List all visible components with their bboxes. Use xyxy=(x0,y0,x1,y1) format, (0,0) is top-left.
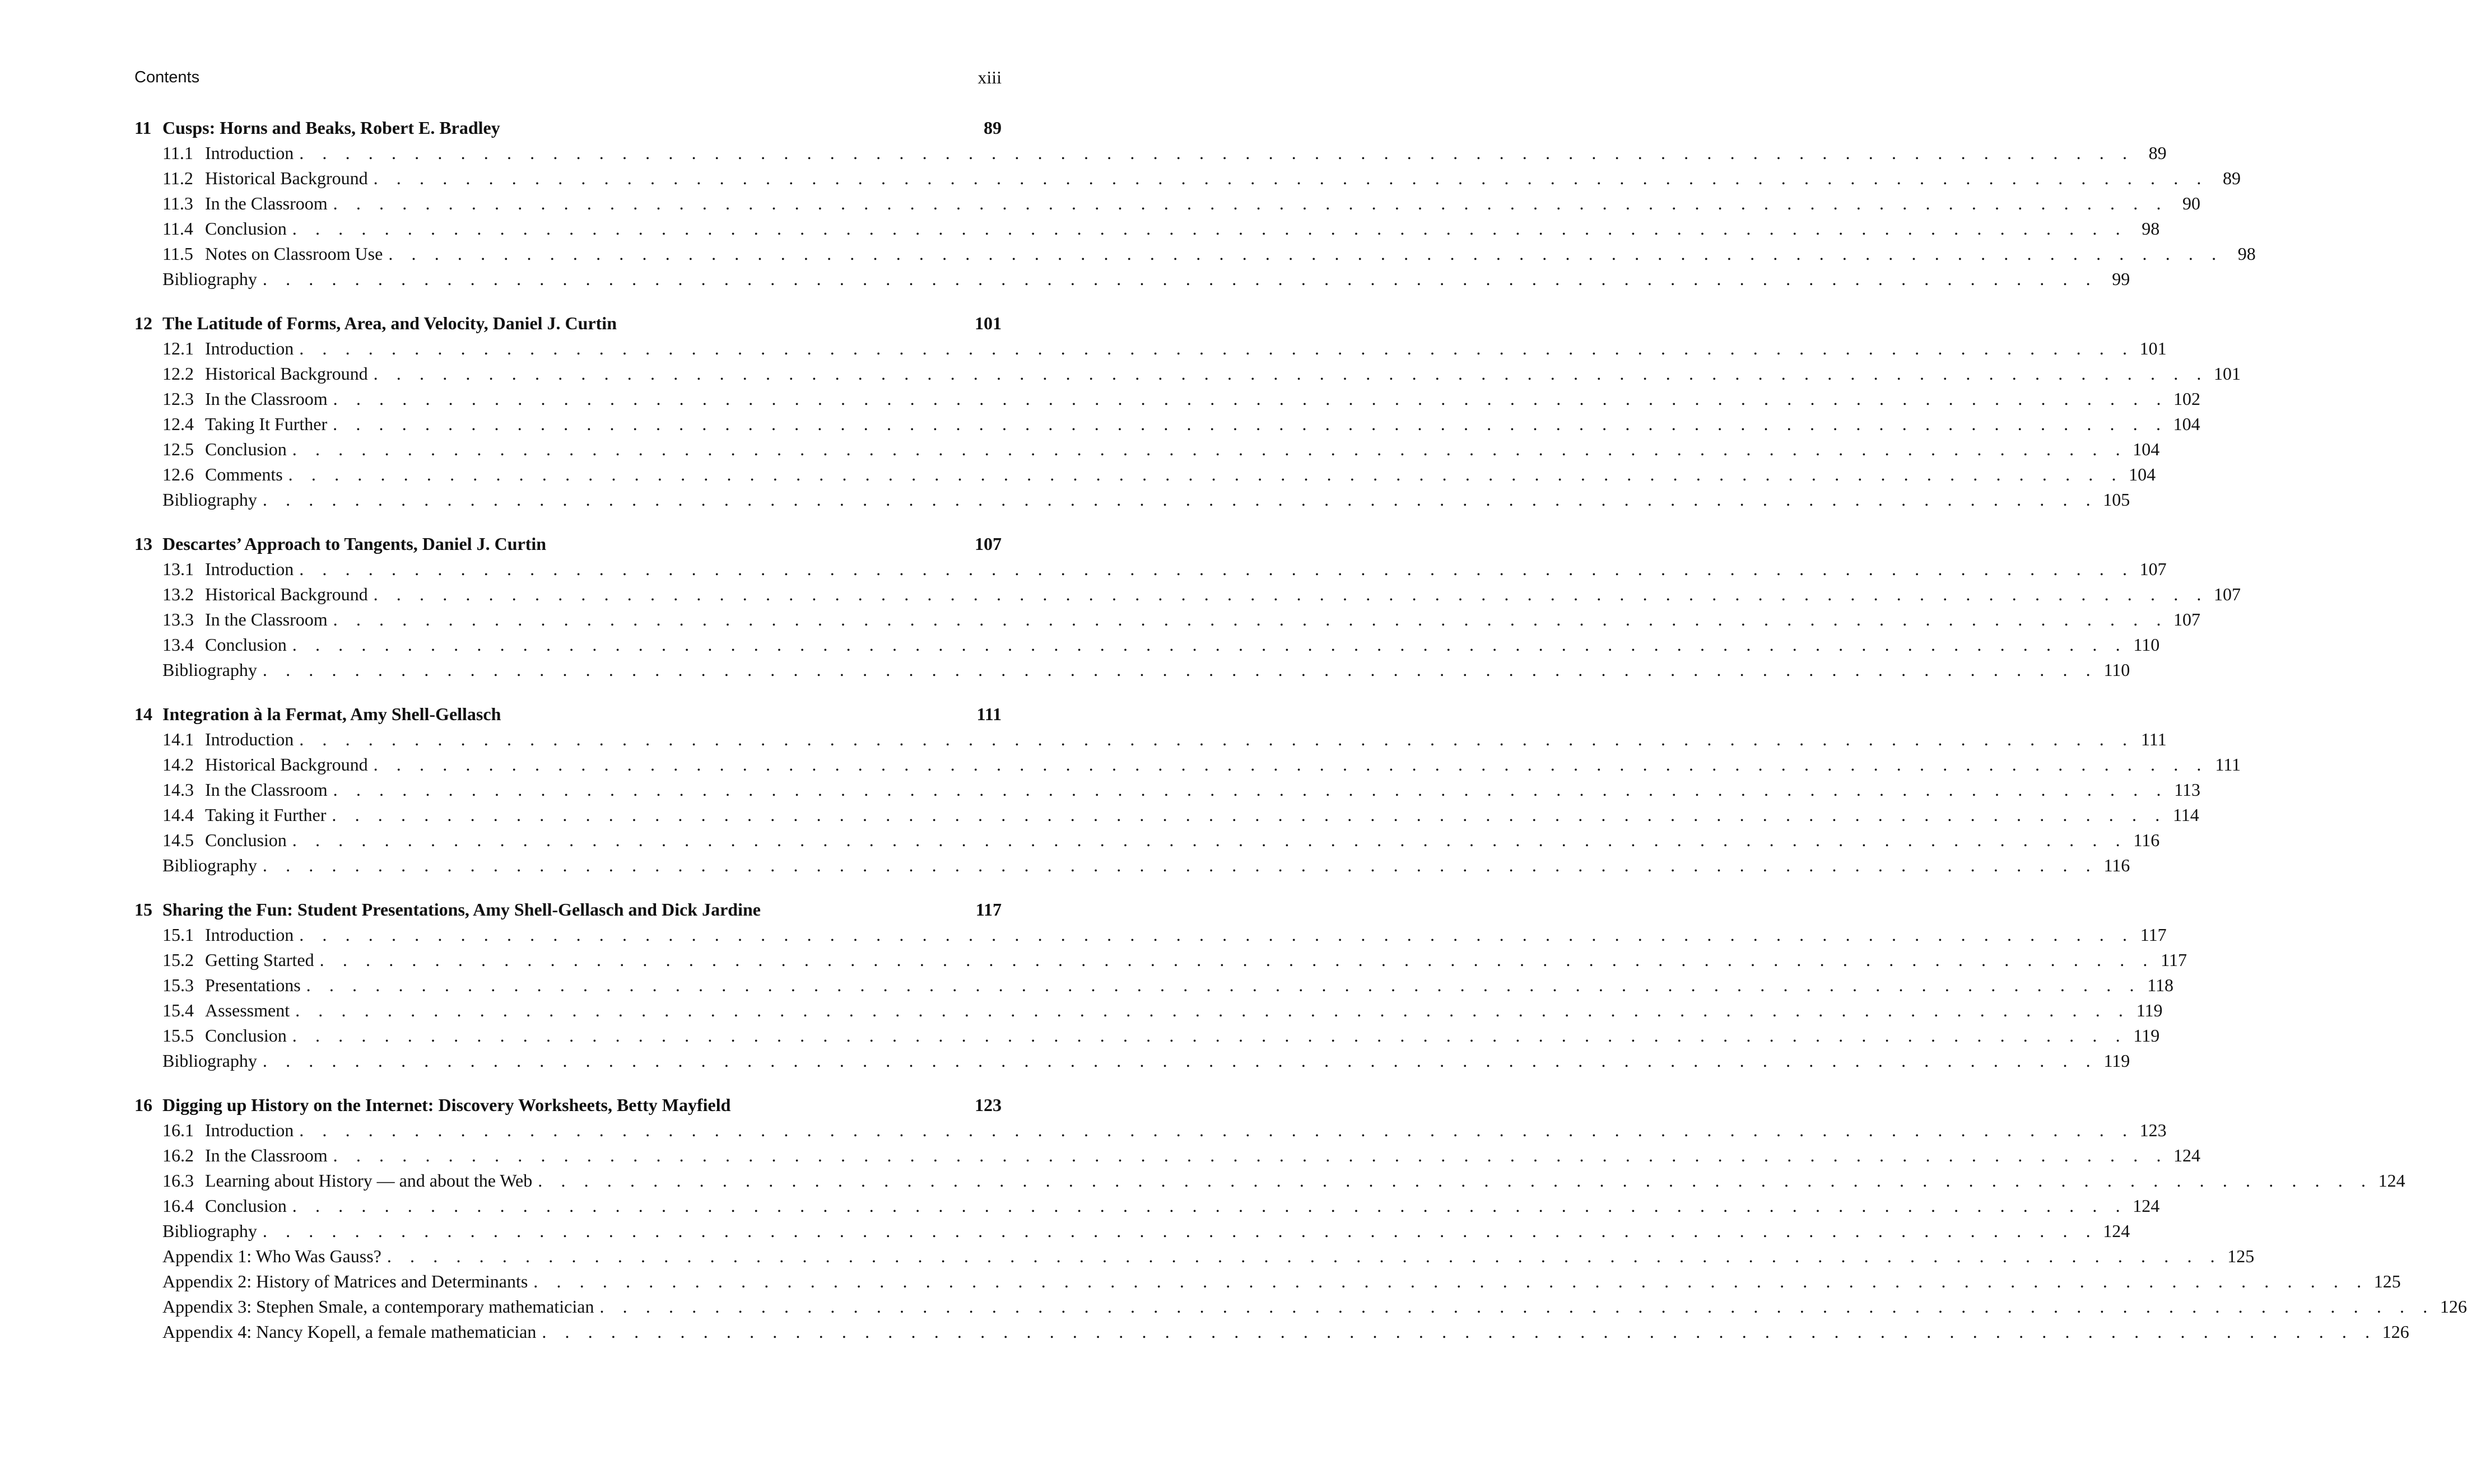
toc-unnumbered-entry[interactable] xyxy=(134,657,2130,683)
section-page-number: 117 xyxy=(2140,925,2167,945)
section-page-number: 110 xyxy=(2133,634,2160,655)
section-page-number: 126 xyxy=(2440,1296,2467,1317)
section-title: Appendix 3: Stephen Smale, a contemporary mathematician xyxy=(162,1296,594,1317)
section-title: In the Classroom xyxy=(205,193,328,213)
dot-leader: . . . . . . . . . . . . . . . . . . . . . . . . . . . . . . . . . . . . . . . . . . . . . . . . . . . . . . . . . . . . . . . . . . . . . . . . . . . . . . . . xyxy=(538,1170,2373,1191)
section-title: Historical Background xyxy=(205,584,368,604)
toc-unnumbered-entry[interactable] xyxy=(134,1219,2130,1244)
section-number: 11.3 xyxy=(162,193,193,213)
section-title: Introduction xyxy=(205,1120,294,1140)
section-title: Conclusion xyxy=(205,439,287,459)
toc-section-entry[interactable] xyxy=(134,216,2160,241)
dot-leader: . . . . . . . . . . . . . . . . . . . . . . . . . . . . . . . . . . . . . . . . . . . . . . . . . . . . . . . . . . . . . . . . . . . . . . . . . . . . . . . . xyxy=(299,925,2134,945)
section-page-number: 89 xyxy=(2148,143,2167,163)
chapter-heading[interactable] xyxy=(134,897,1002,922)
chapter-block xyxy=(134,897,2187,1074)
section-title: Learning about History — and about the Web xyxy=(205,1170,533,1191)
section-page-number: 126 xyxy=(2382,1322,2409,1342)
section-title: Historical Background xyxy=(205,363,368,384)
chapter-title: Integration à la Fermat, Amy Shell-Gellasch xyxy=(162,704,501,724)
dot-leader: . . . . . . . . . . . . . . . . . . . . . . . . . . . . . . . . . . . . . . . . . . . . . . . . . . . . . . . . . . . . . . . . . . . . . . . . . . . . . . . . xyxy=(299,143,2134,163)
dot-leader: . . . . . . . . . . . . . . . . . . . . . . . . . . . . . . . . . . . . . . . . . . . . . . . . . . . . . . . . . . . . . . . . . . . . . . . . . . . . . . . . xyxy=(299,559,2134,579)
section-number: 13.3 xyxy=(162,609,194,629)
toc-section-entry[interactable] xyxy=(134,166,2241,191)
section-page-number: 125 xyxy=(2373,1271,2401,1291)
chapter-title: Sharing the Fun: Student Presentations, Amy Shell-Gellasch and Dick Jardine xyxy=(162,899,761,920)
section-title: In the Classroom xyxy=(205,389,328,409)
dot-leader: . . . . . . . . . . . . . . . . . . . . . . . . . . . . . . . . . . . . . . . . . . . . . . . . . . . . . . . . . . . . . . . . . . . . . . . . . . . . . . . . xyxy=(306,975,2142,995)
section-page-number: 124 xyxy=(2173,1145,2201,1165)
toc-section-entry[interactable] xyxy=(134,828,2160,853)
running-head-page-number: xiii xyxy=(978,67,1002,87)
section-page-number: 116 xyxy=(2133,830,2160,850)
toc-section-entry[interactable] xyxy=(134,582,2241,607)
chapter-page-number: 117 xyxy=(975,899,1002,920)
section-title: Bibliography xyxy=(162,855,257,875)
section-page-number: 99 xyxy=(2112,269,2130,289)
section-title: Bibliography xyxy=(162,269,257,289)
chapter-number: 12 xyxy=(134,313,152,333)
section-page-number: 119 xyxy=(2133,1025,2160,1046)
section-number: 14.1 xyxy=(162,729,194,749)
section-title: Presentations xyxy=(205,975,301,995)
dot-leader: . . . . . . . . . . . . . . . . . . . . . . . . . . . . . . . . . . . . . . . . . . . . . . . . . . . . . . . . . . . . . . . . . . . . . . . . . . . . . . . . xyxy=(292,1025,2128,1046)
section-number: 13.2 xyxy=(162,584,194,604)
section-number: 14.5 xyxy=(162,830,194,850)
chapter-block xyxy=(134,115,2256,292)
toc-section-entry[interactable] xyxy=(134,191,2201,216)
section-page-number: 104 xyxy=(2129,464,2156,484)
section-page-number: 104 xyxy=(2133,439,2160,459)
toc-unnumbered-entry[interactable] xyxy=(134,1319,2409,1345)
section-title: Getting Started xyxy=(205,950,314,970)
section-page-number: 119 xyxy=(2103,1051,2130,1071)
section-title: Appendix 4: Nancy Kopell, a female mathematician xyxy=(162,1322,537,1342)
section-title: Taking It Further xyxy=(205,414,328,434)
section-title: Conclusion xyxy=(205,1025,287,1046)
toc-section-entry[interactable] xyxy=(134,141,2167,166)
dot-leader: . . . . . . . . . . . . . . . . . . . . . . . . . . . . . . . . . . . . . . . . . . . . . . . . . . . . . . . . . . . . . . . . . . . . . . . . . . . . . . . . xyxy=(292,634,2128,655)
toc-section-entry[interactable] xyxy=(134,802,2199,828)
chapter-page-number: 101 xyxy=(975,313,1002,333)
section-title: Bibliography xyxy=(162,489,257,510)
section-number: 11.1 xyxy=(162,143,193,163)
section-page-number: 117 xyxy=(2161,950,2187,970)
section-title: In the Classroom xyxy=(205,780,328,800)
dot-leader: . . . . . . . . . . . . . . . . . . . . . . . . . . . . . . . . . . . . . . . . . . . . . . . . . . . . . . . . . . . . . . . . . . . . . . . . . . . . . . . . xyxy=(292,218,2128,239)
dot-leader: . . . . . . . . . . . . . . . . . . . . . . . . . . . . . . . . . . . . . . . . . . . . . . . . . . . . . . . . . . . . . . . . . . . . . . . . . . . . . . . . xyxy=(388,244,2223,264)
toc-section-entry[interactable] xyxy=(134,752,2241,777)
toc-unnumbered-entry[interactable] xyxy=(134,1294,2467,1319)
section-number: 16.4 xyxy=(162,1196,194,1216)
section-number: 12.3 xyxy=(162,389,194,409)
section-page-number: 113 xyxy=(2174,780,2201,800)
dot-leader: . . . . . . . . . . . . . . . . . . . . . . . . . . . . . . . . . . . . . . . . . . . . . . . . . . . . . . . . . . . . . . . . . . . . . . . . . . . . . . . . xyxy=(533,1271,2368,1291)
section-title: Appendix 1: Who Was Gauss? xyxy=(162,1246,381,1266)
dot-leader: . . . . . . . . . . . . . . . . . . . . . . . . . . . . . . . . . . . . . . . . . . . . . . . . . . . . . . . . . . . . . . . . . . . . . . . . . . . . . . . . xyxy=(299,729,2134,749)
section-page-number: 98 xyxy=(2142,218,2160,239)
section-page-number: 98 xyxy=(2237,244,2256,264)
toc-section-entry[interactable] xyxy=(134,998,2163,1023)
dot-leader: . . . . . . . . . . . . . . . . . . . . . . . . . . . . . . . . . . . . . . . . . . . . . . . . . . . . . . . . . . . . . . . . . . . . . . . . . . . . . . . . xyxy=(319,950,2155,970)
running-head xyxy=(134,65,1002,90)
section-number: 13.1 xyxy=(162,559,194,579)
section-title: Bibliography xyxy=(162,1051,257,1071)
section-title: Historical Background xyxy=(205,168,368,188)
section-page-number: 124 xyxy=(2133,1196,2160,1216)
section-title: Introduction xyxy=(205,559,294,579)
section-title: Conclusion xyxy=(205,218,287,239)
section-title: Introduction xyxy=(205,729,294,749)
section-title: In the Classroom xyxy=(205,609,328,629)
toc-section-entry[interactable] xyxy=(134,777,2201,802)
chapter-page-number: 111 xyxy=(976,704,1002,724)
section-page-number: 123 xyxy=(2139,1120,2167,1140)
chapter-heading[interactable] xyxy=(134,1093,1002,1118)
section-title: Introduction xyxy=(205,338,294,358)
section-number: 15.3 xyxy=(162,975,194,995)
toc-section-entry[interactable] xyxy=(134,386,2201,412)
chapter-page-number: 123 xyxy=(975,1095,1002,1115)
chapter-block xyxy=(134,1093,2467,1345)
dot-leader: . . . . . . . . . . . . . . . . . . . . . . . . . . . . . . . . . . . . . . . . . . . . . . . . . . . . . . . . . . . . . . . . . . . . . . . . . . . . . . . . xyxy=(262,1221,2098,1241)
toc-unnumbered-entry[interactable] xyxy=(134,1048,2130,1074)
dot-leader: . . . . . . . . . . . . . . . . . . . . . . . . . . . . . . . . . . . . . . . . . . . . . . . . . . . . . . . . . . . . . . . . . . . . . . . . . . . . . . . . xyxy=(387,1246,2222,1266)
chapter-block xyxy=(134,702,2241,878)
chapter-heading[interactable] xyxy=(134,311,1002,336)
section-number: 16.1 xyxy=(162,1120,194,1140)
section-page-number: 124 xyxy=(2103,1221,2130,1241)
section-page-number: 111 xyxy=(2215,754,2241,774)
section-title: Assessment xyxy=(205,1000,290,1020)
section-page-number: 124 xyxy=(2378,1170,2405,1191)
chapter-block xyxy=(134,531,2241,683)
chapter-block xyxy=(134,311,2241,512)
dot-leader: . . . . . . . . . . . . . . . . . . . . . . . . . . . . . . . . . . . . . . . . . . . . . . . . . . . . . . . . . . . . . . . . . . . . . . . . . . . . . . . . xyxy=(599,1296,2435,1317)
toc-section-entry[interactable] xyxy=(134,948,2187,973)
dot-leader: . . . . . . . . . . . . . . . . . . . . . . . . . . . . . . . . . . . . . . . . . . . . . . . . . . . . . . . . . . . . . . . . . . . . . . . . . . . . . . . . xyxy=(332,805,2167,825)
section-page-number: 101 xyxy=(2139,338,2167,358)
section-page-number: 104 xyxy=(2173,414,2200,434)
section-title: Introduction xyxy=(205,143,294,163)
section-number: 15.4 xyxy=(162,1000,194,1020)
section-number: 12.2 xyxy=(162,363,194,384)
toc-unnumbered-entry[interactable] xyxy=(134,267,2130,292)
section-title: Conclusion xyxy=(205,634,287,655)
toc-section-entry[interactable] xyxy=(134,607,2201,632)
section-number: 13.4 xyxy=(162,634,194,655)
dot-leader: . . . . . . . . . . . . . . . . . . . . . . . . . . . . . . . . . . . . . . . . . . . . . . . . . . . . . . . . . . . . . . . . . . . . . . . . . . . . . . . . xyxy=(262,855,2098,875)
section-number: 12.5 xyxy=(162,439,194,459)
section-number: 11.5 xyxy=(162,244,193,264)
chapter-number: 16 xyxy=(134,1095,152,1115)
section-page-number: 125 xyxy=(2227,1246,2255,1266)
dot-leader: . . . . . . . . . . . . . . . . . . . . . . . . . . . . . . . . . . . . . . . . . . . . . . . . . . . . . . . . . . . . . . . . . . . . . . . . . . . . . . . . xyxy=(299,338,2134,358)
section-page-number: 107 xyxy=(2214,584,2241,604)
section-number: 11.2 xyxy=(162,168,193,188)
section-page-number: 114 xyxy=(2172,805,2199,825)
dot-leader: . . . . . . . . . . . . . . . . . . . . . . . . . . . . . . . . . . . . . . . . . . . . . . . . . . . . . . . . . . . . . . . . . . . . . . . . . . . . . . . . xyxy=(288,464,2124,484)
toc-unnumbered-entry[interactable] xyxy=(134,1269,2401,1294)
section-title: Bibliography xyxy=(162,660,257,680)
dot-leader: . . . . . . . . . . . . . . . . . . . . . . . . . . . . . . . . . . . . . . . . . . . . . . . . . . . . . . . . . . . . . . . . . . . . . . . . . . . . . . . . xyxy=(333,193,2168,213)
section-number: 15.1 xyxy=(162,925,194,945)
chapter-heading[interactable] xyxy=(134,115,1002,141)
section-page-number: 110 xyxy=(2103,660,2130,680)
section-page-number: 102 xyxy=(2173,389,2201,409)
section-page-number: 118 xyxy=(2147,975,2174,995)
chapter-title: Digging up History on the Internet: Discovery Worksheets, Betty Mayfield xyxy=(162,1095,731,1115)
dot-leader: . . . . . . . . . . . . . . . . . . . . . . . . . . . . . . . . . . . . . . . . . . . . . . . . . . . . . . . . . . . . . . . . . . . . . . . . . . . . . . . . xyxy=(373,754,2208,774)
section-number: 16.3 xyxy=(162,1170,194,1191)
chapter-page-number: 107 xyxy=(975,534,1002,554)
section-page-number: 101 xyxy=(2214,363,2241,384)
toc-section-entry[interactable] xyxy=(134,1143,2201,1168)
section-number: 14.4 xyxy=(162,805,194,825)
chapter-page-number: 89 xyxy=(984,118,1002,138)
section-page-number: 105 xyxy=(2103,489,2130,510)
section-page-number: 89 xyxy=(2223,168,2241,188)
dot-leader: . . . . . . . . . . . . . . . . . . . . . . . . . . . . . . . . . . . . . . . . . . . . . . . . . . . . . . . . . . . . . . . . . . . . . . . . . . . . . . . . xyxy=(333,609,2168,629)
chapter-title: Cusps: Horns and Beaks, Robert E. Bradley xyxy=(162,118,500,138)
dot-leader: . . . . . . . . . . . . . . . . . . . . . . . . . . . . . . . . . . . . . . . . . . . . . . . . . . . . . . . . . . . . . . . . . . . . . . . . . . . . . . . . xyxy=(333,1145,2168,1165)
dot-leader: . . . . . . . . . . . . . . . . . . . . . . . . . . . . . . . . . . . . . . . . . . . . . . . . . . . . . . . . . . . . . . . . . . . . . . . . . . . . . . . . xyxy=(373,363,2208,384)
dot-leader: . . . . . . . . . . . . . . . . . . . . . . . . . . . . . . . . . . . . . . . . . . . . . . . . . . . . . . . . . . . . . . . . . . . . . . . . . . . . . . . . xyxy=(292,830,2128,850)
toc-section-entry[interactable] xyxy=(134,437,2160,462)
toc-section-entry[interactable] xyxy=(134,462,2156,487)
section-number: 15.2 xyxy=(162,950,194,970)
toc-section-entry[interactable] xyxy=(134,1023,2160,1048)
dot-leader: . . . . . . . . . . . . . . . . . . . . . . . . . . . . . . . . . . . . . . . . . . . . . . . . . . . . . . . . . . . . . . . . . . . . . . . . . . . . . . . . xyxy=(292,1196,2128,1216)
section-number: 11.4 xyxy=(162,218,193,239)
section-number: 12.1 xyxy=(162,338,194,358)
toc-section-entry[interactable] xyxy=(134,557,2167,582)
section-title: Introduction xyxy=(205,925,294,945)
toc-section-entry[interactable] xyxy=(134,1118,2167,1143)
dot-leader: . . . . . . . . . . . . . . . . . . . . . . . . . . . . . . . . . . . . . . . . . . . . . . . . . . . . . . . . . . . . . . . . . . . . . . . . . . . . . . . . xyxy=(262,1051,2098,1071)
section-title: In the Classroom xyxy=(205,1145,328,1165)
toc-unnumbered-entry[interactable] xyxy=(134,1244,2255,1269)
dot-leader: . . . . . . . . . . . . . . . . . . . . . . . . . . . . . . . . . . . . . . . . . . . . . . . . . . . . . . . . . . . . . . . . . . . . . . . . . . . . . . . . xyxy=(333,389,2168,409)
dot-leader: . . . . . . . . . . . . . . . . . . . . . . . . . . . . . . . . . . . . . . . . . . . . . . . . . . . . . . . . . . . . . . . . . . . . . . . . . . . . . . . . xyxy=(262,660,2098,680)
toc-unnumbered-entry[interactable] xyxy=(134,853,2130,878)
chapter-number: 13 xyxy=(134,534,152,554)
dot-leader: . . . . . . . . . . . . . . . . . . . . . . . . . . . . . . . . . . . . . . . . . . . . . . . . . . . . . . . . . . . . . . . . . . . . . . . . . . . . . . . . xyxy=(299,1120,2134,1140)
toc-section-entry[interactable] xyxy=(134,922,2167,948)
section-title: Historical Background xyxy=(205,754,368,774)
section-number: 12.6 xyxy=(162,464,194,484)
chapter-title: Descartes’ Approach to Tangents, Daniel J. Curtin xyxy=(162,534,547,554)
section-title: Bibliography xyxy=(162,1221,257,1241)
section-page-number: 119 xyxy=(2136,1000,2163,1020)
toc-unnumbered-entry[interactable] xyxy=(134,487,2130,512)
section-number: 15.5 xyxy=(162,1025,194,1046)
chapter-title: The Latitude of Forms, Area, and Velocity, Daniel J. Curtin xyxy=(162,313,617,333)
dot-leader: . . . . . . . . . . . . . . . . . . . . . . . . . . . . . . . . . . . . . . . . . . . . . . . . . . . . . . . . . . . . . . . . . . . . . . . . . . . . . . . . xyxy=(262,489,2098,510)
section-number: 14.3 xyxy=(162,780,194,800)
dot-leader: . . . . . . . . . . . . . . . . . . . . . . . . . . . . . . . . . . . . . . . . . . . . . . . . . . . . . . . . . . . . . . . . . . . . . . . . . . . . . . . . xyxy=(333,414,2168,434)
chapter-number: 14 xyxy=(134,704,152,724)
toc-section-entry[interactable] xyxy=(134,632,2160,657)
dot-leader: . . . . . . . . . . . . . . . . . . . . . . . . . . . . . . . . . . . . . . . . . . . . . . . . . . . . . . . . . . . . . . . . . . . . . . . . . . . . . . . . xyxy=(333,780,2168,800)
section-page-number: 107 xyxy=(2139,559,2167,579)
dot-leader: . . . . . . . . . . . . . . . . . . . . . . . . . . . . . . . . . . . . . . . . . . . . . . . . . . . . . . . . . . . . . . . . . . . . . . . . . . . . . . . . xyxy=(295,1000,2130,1020)
section-number: 12.4 xyxy=(162,414,194,434)
section-number: 16.2 xyxy=(162,1145,194,1165)
table-of-contents xyxy=(134,115,2467,1364)
toc-section-entry[interactable] xyxy=(134,1193,2160,1219)
dot-leader: . . . . . . . . . . . . . . . . . . . . . . . . . . . . . . . . . . . . . . . . . . . . . . . . . . . . . . . . . . . . . . . . . . . . . . . . . . . . . . . . xyxy=(292,439,2128,459)
chapter-heading[interactable] xyxy=(134,702,1002,727)
section-title: Notes on Classroom Use xyxy=(205,244,383,264)
section-page-number: 90 xyxy=(2182,193,2201,213)
dot-leader: . . . . . . . . . . . . . . . . . . . . . . . . . . . . . . . . . . . . . . . . . . . . . . . . . . . . . . . . . . . . . . . . . . . . . . . . . . . . . . . . xyxy=(373,584,2208,604)
section-title: Comments xyxy=(205,464,283,484)
dot-leader: . . . . . . . . . . . . . . . . . . . . . . . . . . . . . . . . . . . . . . . . . . . . . . . . . . . . . . . . . . . . . . . . . . . . . . . . . . . . . . . . xyxy=(373,168,2208,188)
section-page-number: 107 xyxy=(2173,609,2201,629)
chapter-number: 11 xyxy=(134,118,152,138)
section-page-number: 116 xyxy=(2103,855,2130,875)
chapter-heading[interactable] xyxy=(134,531,1002,557)
toc-section-entry[interactable] xyxy=(134,361,2241,386)
section-title: Conclusion xyxy=(205,1196,287,1216)
section-title: Taking it Further xyxy=(205,805,327,825)
toc-section-entry[interactable] xyxy=(134,727,2167,752)
dot-leader: . . . . . . . . . . . . . . . . . . . . . . . . . . . . . . . . . . . . . . . . . . . . . . . . . . . . . . . . . . . . . . . . . . . . . . . . . . . . . . . . xyxy=(542,1322,2377,1342)
running-head-section: Contents xyxy=(134,68,200,86)
toc-section-entry[interactable] xyxy=(134,336,2167,361)
toc-section-entry[interactable] xyxy=(134,241,2256,267)
section-number: 14.2 xyxy=(162,754,194,774)
toc-section-entry[interactable] xyxy=(134,973,2174,998)
chapter-number: 15 xyxy=(134,899,152,920)
section-title: Conclusion xyxy=(205,830,287,850)
toc-section-entry[interactable] xyxy=(134,1168,2405,1193)
toc-section-entry[interactable] xyxy=(134,412,2200,437)
dot-leader: . . . . . . . . . . . . . . . . . . . . . . . . . . . . . . . . . . . . . . . . . . . . . . . . . . . . . . . . . . . . . . . . . . . . . . . . . . . . . . . . xyxy=(262,269,2098,289)
section-title: Appendix 2: History of Matrices and Determinants xyxy=(162,1271,528,1291)
section-page-number: 111 xyxy=(2140,729,2167,749)
